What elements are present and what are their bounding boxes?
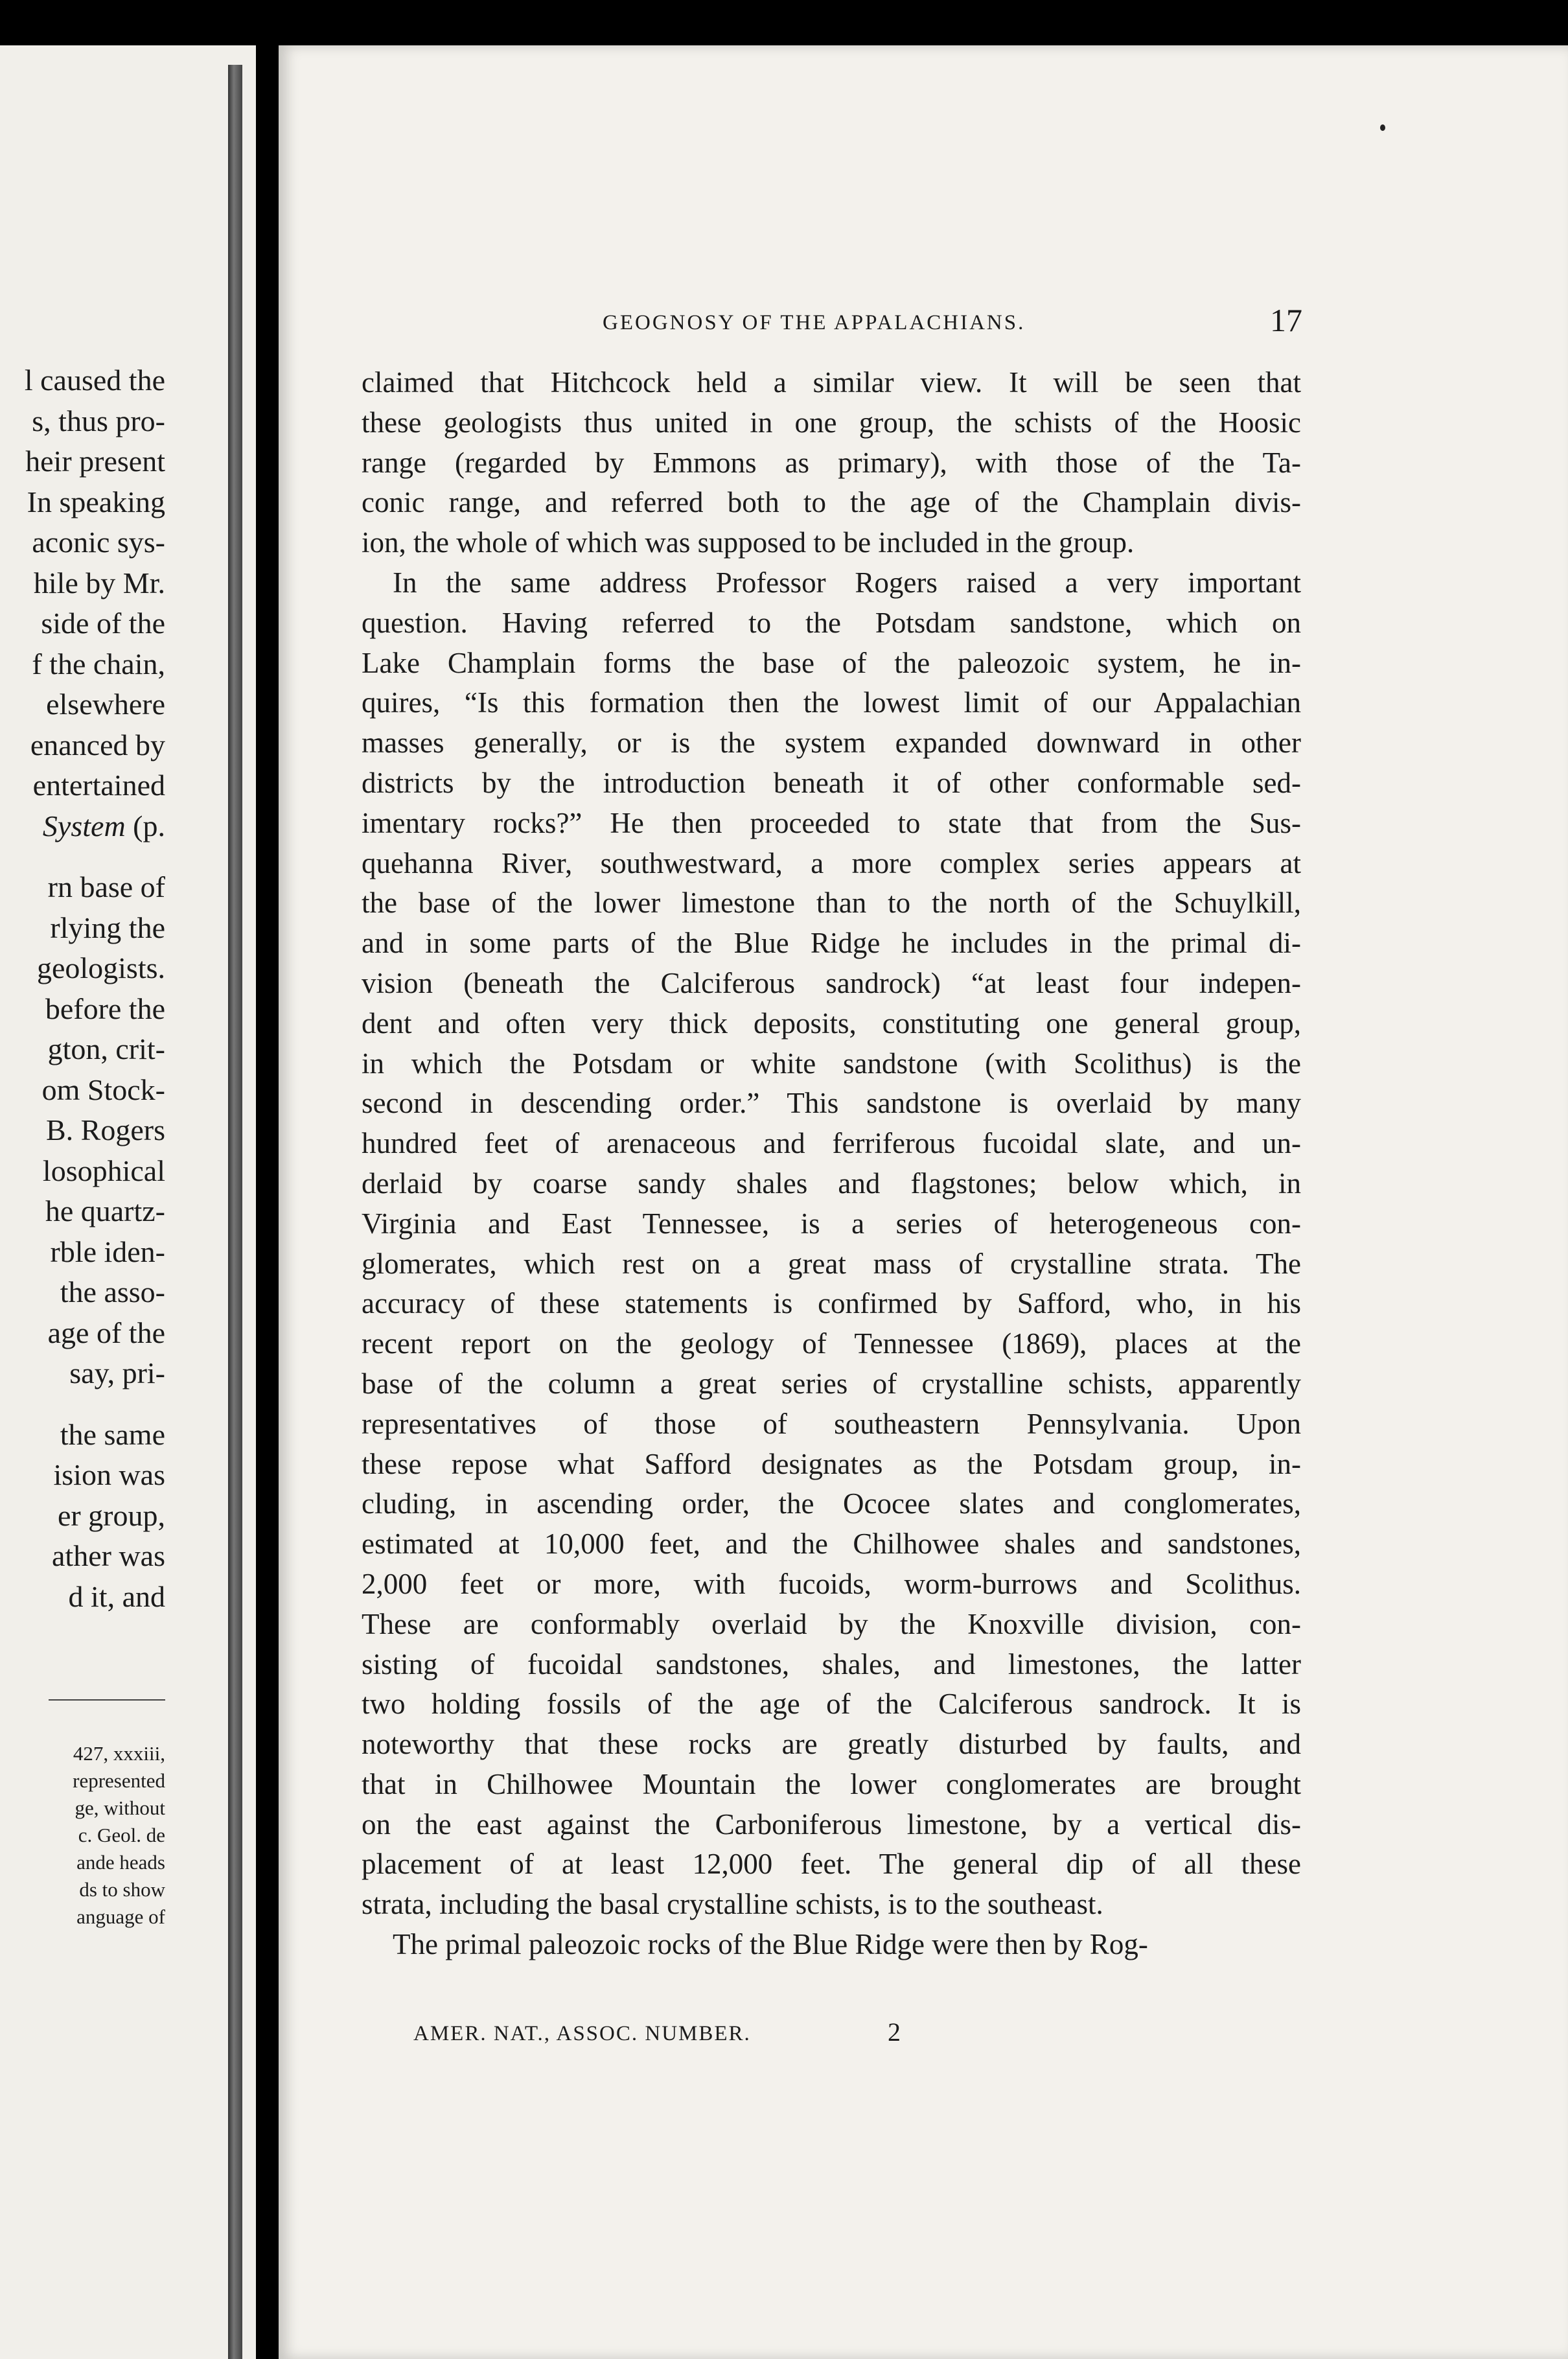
footnote-line: ge, without bbox=[75, 1796, 165, 1819]
text-line: derlaid by coarse sandy shales and flagstones; below which, in bbox=[362, 1167, 1301, 1200]
text-line: cluding, in ascending order, the Ococee slates and conglomerates, bbox=[362, 1487, 1301, 1520]
signature-number: 2 bbox=[888, 2017, 901, 2047]
text-line: base of the column a great series of crystalline schists, apparently bbox=[362, 1367, 1301, 1400]
footnote-line: ds to show bbox=[79, 1878, 165, 1901]
left-text-line: he quartz- bbox=[45, 1194, 165, 1227]
left-text-line: ather was bbox=[52, 1539, 165, 1572]
left-text-line bbox=[0, 1394, 165, 1415]
left-text-line: l caused the bbox=[24, 364, 165, 397]
right-page bbox=[279, 45, 1568, 2359]
text-line: dent and often very thick deposits, constituting one general group, bbox=[362, 1006, 1301, 1040]
left-text-line: ision was bbox=[53, 1458, 165, 1491]
left-text-line: aconic sys- bbox=[32, 526, 165, 559]
text-line: the base of the lower limestone than to the north of the Schuylkill, bbox=[362, 887, 1301, 920]
footnote-line: anguage of bbox=[76, 1905, 165, 1928]
left-text-line: System (p. bbox=[42, 809, 165, 842]
text-line: hundred feet of arenaceous and ferriferous fucoidal slate, and un- bbox=[362, 1127, 1301, 1160]
left-text-line: om Stock- bbox=[41, 1073, 165, 1106]
text-line: that in Chilhowee Mountain the lower conglomerates are brought bbox=[362, 1767, 1301, 1800]
text-line: masses generally, or is the system expanded downward in other bbox=[362, 726, 1301, 760]
text-line: these repose what Safford designates as the Potsdam group, in- bbox=[362, 1447, 1301, 1480]
italic-word: System bbox=[42, 809, 126, 842]
left-text-line: age of the bbox=[47, 1316, 165, 1349]
left-text-line: In speaking bbox=[27, 485, 165, 518]
left-page bbox=[0, 45, 256, 2359]
left-text-line: rble iden- bbox=[50, 1235, 165, 1268]
text-line: these geologists thus united in one group, the schists of the Hoosic bbox=[362, 406, 1301, 439]
text-line: In the same address Professor Rogers raised a very important bbox=[393, 566, 1301, 599]
left-text-line: er group, bbox=[57, 1498, 165, 1532]
left-text-line: elsewhere bbox=[46, 688, 165, 721]
left-text-line: f the chain, bbox=[32, 647, 165, 680]
text-line: noteworthy that these rocks are greatly disturbed by faults, and bbox=[362, 1728, 1301, 1761]
left-text-line: entertained bbox=[32, 769, 165, 802]
left-text-line: the asso- bbox=[60, 1275, 165, 1308]
left-text-line bbox=[0, 846, 165, 867]
text-line: and in some parts of the Blue Ridge he includes in the primal di- bbox=[362, 927, 1301, 960]
text-line: question. Having referred to the Potsdam sandstone, which on bbox=[362, 606, 1301, 639]
text-line: glomerates, which rest on a great mass of crystalline strata. The bbox=[362, 1247, 1301, 1280]
text-line: recent report on the geology of Tennessee (1869), places at the bbox=[362, 1327, 1301, 1360]
footnote-line: c. Geol. de bbox=[78, 1824, 165, 1846]
text-line: vision (beneath the Calciferous sandrock) “at least four indepen- bbox=[362, 966, 1301, 999]
text-line: placement of at least 12,000 feet. The general dip of all these bbox=[362, 1848, 1301, 1881]
text-line: second in descending order.” This sandstone is overlaid by many bbox=[362, 1087, 1301, 1120]
left-text-line: B. Rogers bbox=[46, 1113, 165, 1146]
left-text-line: rlying the bbox=[50, 911, 165, 944]
left-text-line: geologists. bbox=[36, 951, 165, 984]
text-line: in which the Potsdam or white sandstone (with Scolithus) is the bbox=[362, 1047, 1301, 1080]
text-line: range (regarded by Emmons as primary), with those of the Ta- bbox=[362, 446, 1301, 479]
left-page-footnotes bbox=[0, 1740, 165, 1931]
left-text-line: side of the bbox=[41, 607, 165, 640]
left-text-line: d it, and bbox=[68, 1579, 165, 1613]
text-line: on the east against the Carboniferous limestone, by a vertical dis- bbox=[362, 1807, 1301, 1841]
text-line: accuracy of these statements is confirmed by Safford, who, in his bbox=[362, 1287, 1301, 1320]
text-line: Lake Champlain forms the base of the paleozoic system, he in- bbox=[362, 646, 1301, 679]
book-spine bbox=[228, 65, 242, 2359]
text-line: imentary rocks?” He then proceeded to state that from the Sus- bbox=[362, 806, 1301, 839]
footnote-line: represented bbox=[73, 1769, 165, 1792]
text-line: two holding fossils of the age of the Calciferous sandrock. It is bbox=[362, 1688, 1301, 1721]
text-line: These are conformably overlaid by the Knoxville division, con- bbox=[362, 1607, 1301, 1640]
left-text-line: hile by Mr. bbox=[33, 566, 165, 599]
left-text-line: rn base of bbox=[47, 870, 165, 903]
text-line: 2,000 feet or more, with fucoids, worm-burrows and Scolithus. bbox=[362, 1567, 1301, 1600]
text-line: districts by the introduction beneath it of other conformable sed- bbox=[362, 766, 1301, 799]
text-line: quehanna River, southwestward, a more complex series appears at bbox=[362, 846, 1301, 879]
left-text-line: s, thus pro- bbox=[32, 404, 165, 437]
text-line: Virginia and East Tennessee, is a series of heterogeneous con- bbox=[362, 1207, 1301, 1240]
footnote-line: ande heads bbox=[76, 1851, 165, 1874]
text-line: The primal paleozoic rocks of the Blue Ridge were then by Rog- bbox=[393, 1928, 1148, 1961]
left-text-line: the same bbox=[60, 1417, 165, 1451]
text-line: quires, “Is this formation then the lowest limit of our Appalachian bbox=[362, 686, 1301, 719]
left-text-line: say, pri- bbox=[69, 1356, 165, 1389]
body-text bbox=[362, 363, 1301, 1965]
left-page-text bbox=[0, 360, 165, 1617]
text-line: strata, including the basal crystalline schists, is to the southeast. bbox=[362, 1888, 1103, 1921]
footnote-line: 427, xxxiii, bbox=[73, 1742, 165, 1765]
left-text-line: losophical bbox=[42, 1154, 165, 1187]
text-line: representatives of those of southeastern Pennsylvania. Upon bbox=[362, 1407, 1301, 1440]
left-text-line: gton, crit- bbox=[47, 1032, 165, 1065]
page-number: 17 bbox=[1270, 302, 1302, 338]
text-line: ion, the whole of which was supposed to be included in the group. bbox=[362, 526, 1135, 559]
text-line: conic range, and referred both to the age of the Champlain divis- bbox=[362, 486, 1301, 519]
text-line: sisting of fucoidal sandstones, shales, and limestones, the latter bbox=[362, 1647, 1301, 1680]
text-line: claimed that Hitchcock held a similar view. It will be seen that bbox=[362, 366, 1301, 399]
left-text-line: enanced by bbox=[30, 728, 165, 761]
left-text-line: before the bbox=[45, 992, 165, 1025]
ink-speck bbox=[1380, 124, 1385, 131]
footer-signature: AMER. NAT., ASSOC. NUMBER. bbox=[413, 2022, 751, 2045]
text-line: estimated at 10,000 feet, and the Chilhowee shales and sandstones, bbox=[362, 1528, 1301, 1561]
left-text-line: heir present bbox=[25, 445, 165, 478]
footnote-rule bbox=[49, 1699, 165, 1701]
running-head: GEOGNOSY OF THE APPALACHIANS. bbox=[603, 311, 1026, 334]
